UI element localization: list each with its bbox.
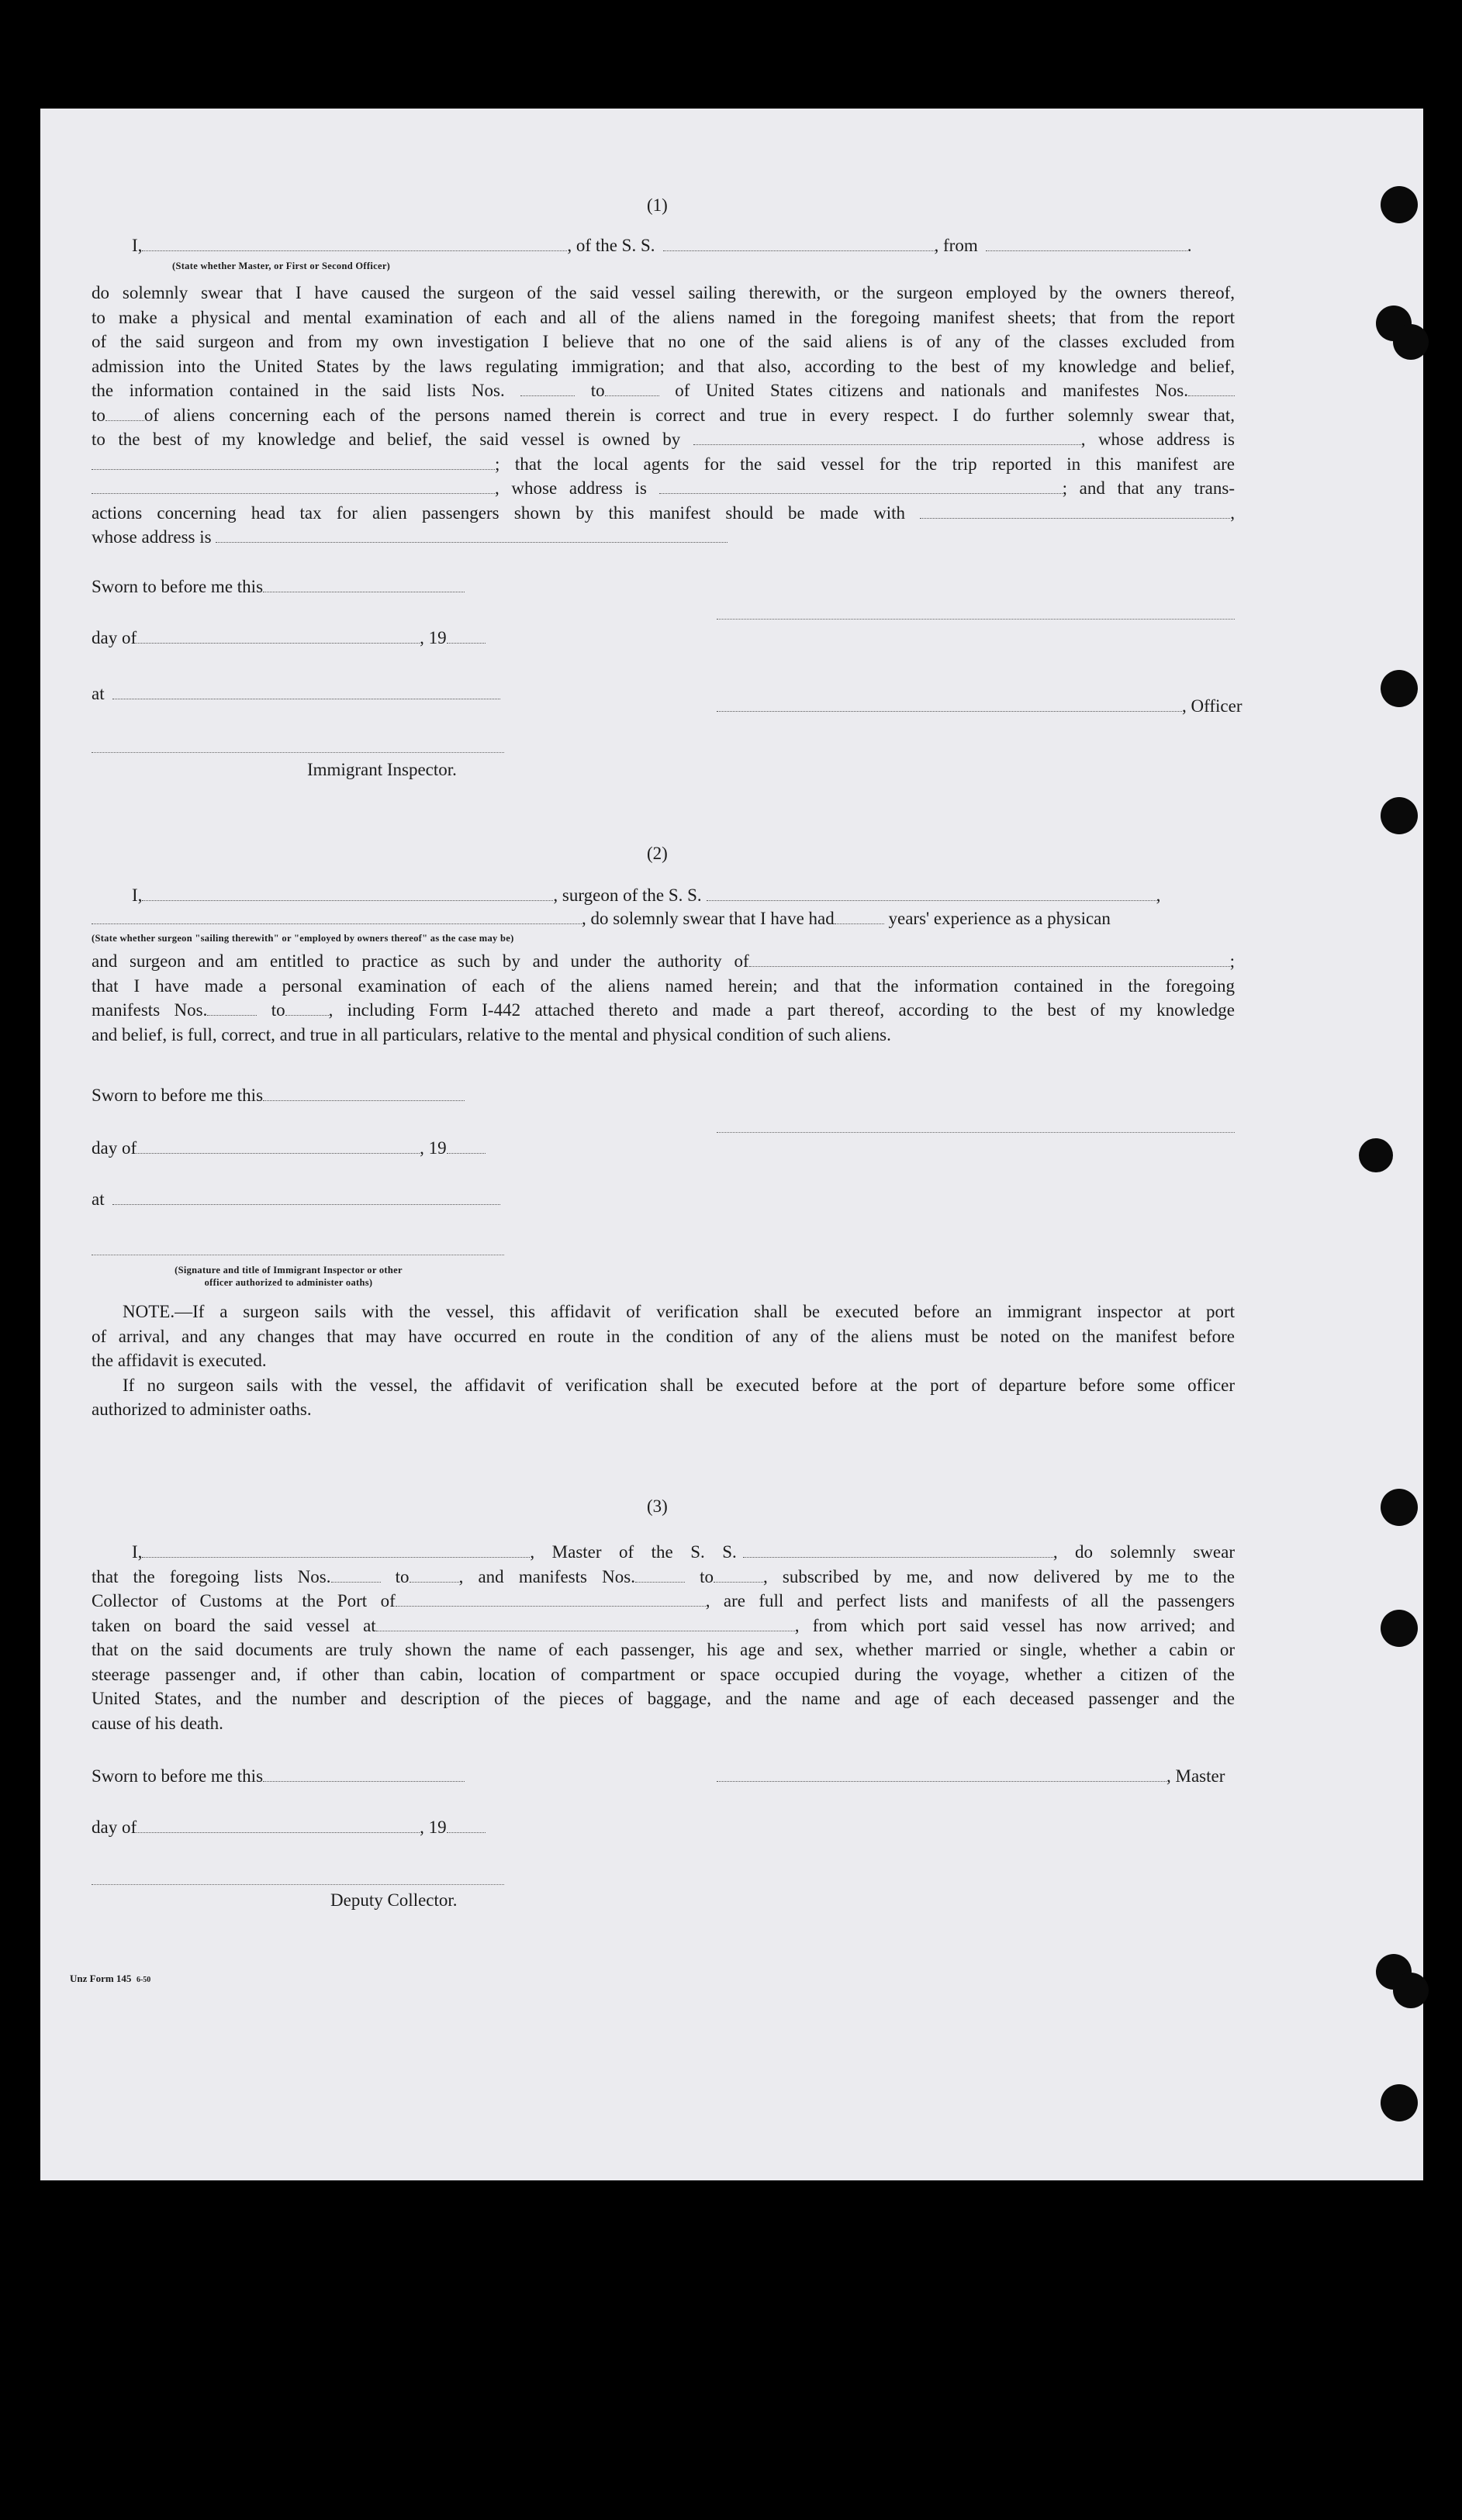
sworn-label: Sworn to before me this <box>92 575 465 599</box>
section2-line1: I, , surgeon of the S. S. , <box>132 885 1161 905</box>
collector-label: Deputy Collector. <box>330 1890 458 1910</box>
binder-hole <box>1381 1610 1418 1647</box>
signature-line <box>717 619 1235 620</box>
field-note: (State whether Master, or First or Second Officer) <box>172 261 391 271</box>
at-label: at <box>92 682 500 706</box>
section1-body: do solemnly swear that I have caused the surgeon of the said vessel sailing therewith, or the surgeon employed by the owners thereof, to make a physical and mental examination of each and all of the aliens named in the foregoing manifest sheets; that from the report of the said surgeon and from my own investigation I believe that no one of the said aliens is of any of the classes excluded from admission into the United States by the laws regulating immigration; and that also, according to the best of my knowledge and belief, the information contained in the said lists Nos. to of United States citizens and nationals and manifestes Nos. to of aliens concerning each of the persons named therein is correct and true in every respect. I do further solemnly swear that, to the best of my knowledge and belief, the said vessel is owned by , whose address is ; that the local agents for the said vessel for the trip reported in this manifest are , whose address is ; and that any trans- actions concerning head tax for alien passengers shown by this manifest should be made with , whose address is <box>92 283 1236 547</box>
note-paragraph: NOTE.—If a surgeon sails with the vessel, this affidavit of verification shall be executed before an immigrant inspector at port of arrival, and any changes that may have occurred en route in the condition of any of the aliens must be noted on the manifest before the affidavit is executed. If no surgeon sails with the vessel, the affidavit of verification shall be executed before at the port of departure before some officer authorized to administer oaths. <box>92 1302 1235 1419</box>
manifest-affidavit-page <box>40 109 1423 2180</box>
day-of-label: day of , 19 <box>92 1816 486 1839</box>
section-number: (1) <box>647 195 668 215</box>
binder-hole <box>1359 1138 1393 1172</box>
sworn-label: Sworn to before me this <box>92 1765 465 1788</box>
section-number: (2) <box>647 844 668 863</box>
binder-hole <box>1381 2084 1418 2121</box>
binder-hole <box>1381 1489 1418 1526</box>
binder-hole <box>1393 1973 1429 2008</box>
collector-line <box>92 1884 504 1885</box>
master-signature: , Master <box>717 1765 1225 1788</box>
form-number: Unz Form 145 6-50 <box>70 1973 151 1984</box>
signature-line <box>717 1132 1235 1133</box>
inspector-line <box>92 752 504 753</box>
inspector-label: Immigrant Inspector. <box>307 760 457 779</box>
binder-hole <box>1381 670 1418 707</box>
sworn-label: Sworn to before me this <box>92 1084 465 1107</box>
field-note: (State whether surgeon "sailing therewith" or "employed by owners thereof" as the case may be) <box>92 933 514 944</box>
day-of-label: day of , 19 <box>92 1137 486 1160</box>
day-of-label: day of , 19 <box>92 627 486 650</box>
at-label: at <box>92 1188 500 1211</box>
section2-line2: , do solemnly swear that I have had years' experience as a physican <box>92 907 1111 930</box>
binder-hole <box>1381 797 1418 834</box>
section2-body: and surgeon and am entitled to practice as such by and under the authority of ; that I have made a personal examination of each of the aliens named herein; and that the information contained in the foregoing manifests Nos. to , including Form I-442 attached thereto and made a part thereof, according to the best of my knowledge and belief, is full, correct, and true in all particulars, relative to the mental and physical condition of such aliens. <box>92 951 1236 1044</box>
section-number: (3) <box>647 1496 668 1516</box>
section1-line1: I, , of the S. S. , from . <box>132 236 1192 255</box>
signature-note: (Signature and title of Immigrant Inspector or other officer authorized to administer oaths) <box>175 1265 403 1288</box>
officer-signature: , Officer <box>717 695 1242 718</box>
binder-hole <box>1381 186 1418 223</box>
section3-body: I, , Master of the S. S. , do solemnly swear that the foregoing lists Nos. to , and manifests Nos. to , subscribed by me, and now delivered by me to the Collector of Customs at the Port of , are full and perfect lists and manifests of all the passengers taken on board the said vessel at , from which port said vessel has now arrived; and that on the said documents are truly shown the name of each passenger, his age and sex, whether married or single, whether a cabin or steerage passenger and, if other than cabin, location of compartment or space occupied during the voyage, whether a citizen of the United States, and the number and description of the pieces of baggage, and the name and age of each deceased passenger and the cause of his death. <box>92 1542 1235 1733</box>
binder-hole <box>1393 324 1429 360</box>
